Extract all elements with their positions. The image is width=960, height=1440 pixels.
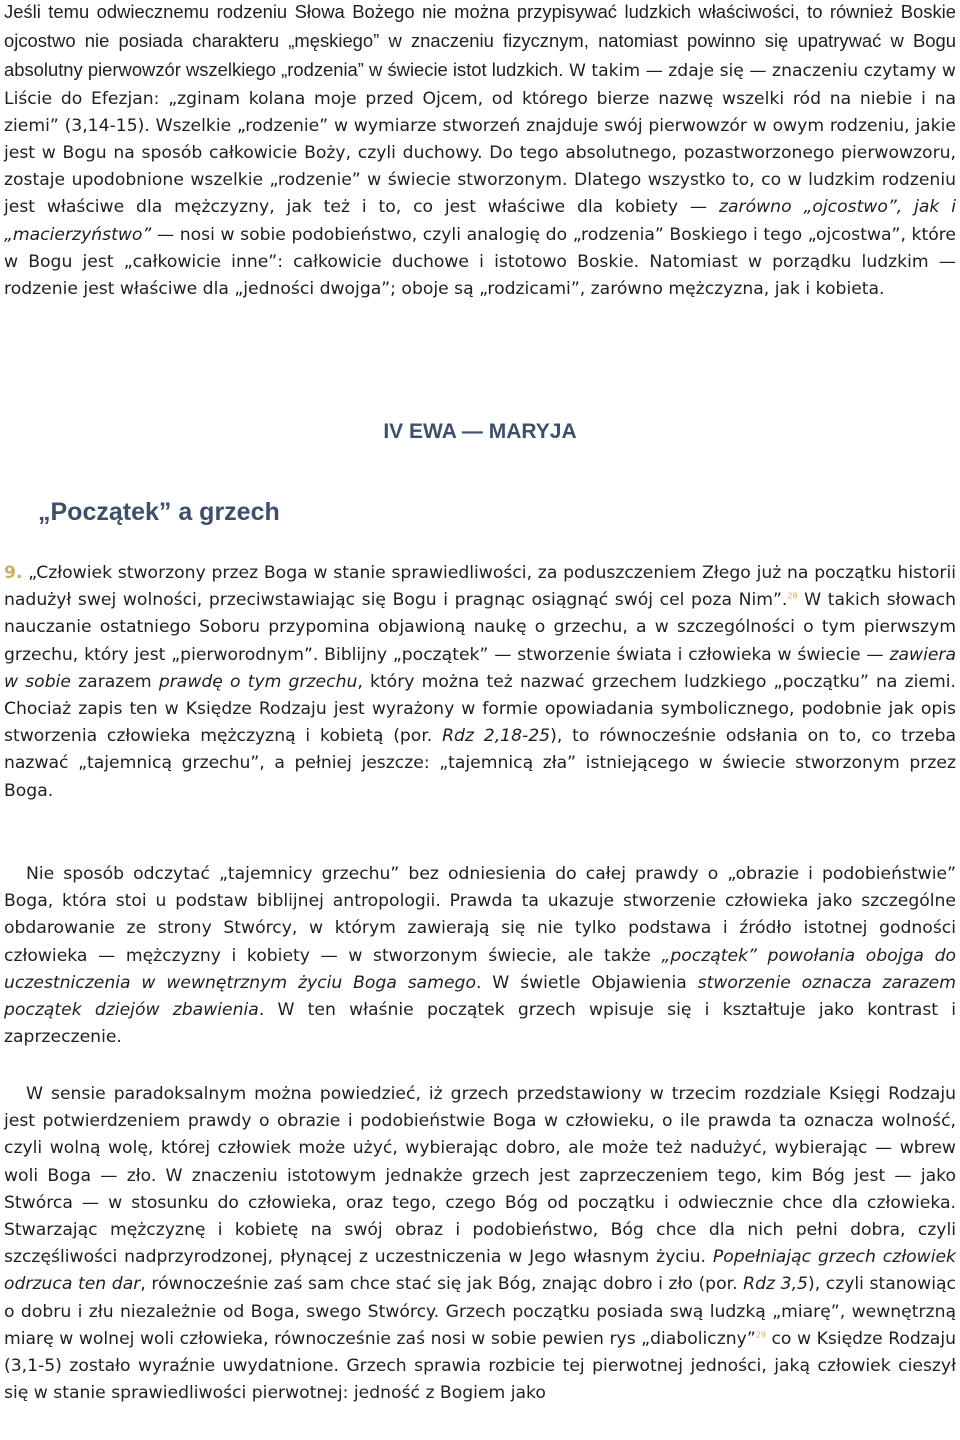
sentence: Nie sposób odczytać „tajemnicy grzechu” bez odniesienia do całej prawdy o „obrazie i podobieństwie” Boga, która stoi u podstaw biblijnej antropologii. Prawda ta ukazuje stworzenie człowieka jako szczególne obdarowanie ze strony Stwórcy, w którym zawierają się nie tylko podstawa i źródło istotnej godności człowieka — mężczyzny i kobiety — w stworzonym świecie, ale także [4, 864, 956, 966]
sentence: zarazem [78, 671, 152, 692]
footnote-ref[interactable]: 28 [787, 591, 798, 601]
sentence: — nosi w sobie podobieństwo, czyli analogię do „rodzenia” Boskiego i tego „ojcostwa”, które w Bogu jest „całkowicie inne”: całkowicie duchowe i istotowo Boskie. Natomiast w porządku ludzkim — rodzenie jest właściwe dla „jedności dwojga”; oboje są „rodzicami”, zarówno mężczyzna, jak i kobieta. [4, 224, 956, 300]
emphasis: zawiera w sobie [4, 644, 957, 692]
paragraph-number: 9. [4, 563, 23, 583]
footnote-ref[interactable]: 29 [755, 1330, 766, 1340]
paragraph-9 [4, 560, 956, 805]
sentence: ), czyli stanowiąc o dobru i złu niezależnie od Boga, swego Stwórcy. Grzech początku posiada swą ludzką „miarę”, wewnętrzną miarę w wolnej woli człowieka, równocześnie zaś nosi w sobie pewien rys „diaboliczny” [4, 1274, 956, 1349]
paragraph-mystery-of-sin [4, 861, 956, 1051]
bible-reference: Rdz 3,5 [743, 1274, 808, 1295]
emphasis: stworzenie oznacza zarazem początek dziejów zbawienia [4, 972, 956, 1021]
bible-reference: Rdz 2,18-25 [442, 726, 551, 747]
sentence: . W ten właśnie początek grzech wpisuje się i kształtuje jako kontrast i zaprzeczenie. [4, 1000, 956, 1048]
sentence: Jeśli temu odwiecznemu rodzeniu Słowa Bożego nie można przypisywać ludzkich właściwości, to również Boskie ojcostwo nie posiada charakteru „męskiego” w znaczeniu fizycznym, natomiast powinno się upatrywać w Bogu absolutny pierwowzór wszelkiego „rodzenia” w świecie istot ludzkich. [4, 1, 956, 81]
section-title: „Początek” a grzech [38, 498, 280, 526]
sentence: . W świetle Objawienia [475, 972, 687, 993]
sentence: , który można też nazwać grzechem ludzkiego „początku” na ziemi. Chociaż zapis ten w Księdze Rodzaju jest wyrażony w formie opowiadania symbolicznego, podobnie jak opis stworzenia człowieka mężczyzną i kobietą (por. [4, 671, 956, 747]
sentence: W takich słowach nauczanie ostatniego Soboru przypomina objawioną naukę o grzechu, a w szczególności o tym pierwszym grzechu, który jest „pierworodnym”. Biblijny „początek” — stworzenie świata i człowieka w świecie — [4, 590, 957, 665]
sentence: ), to równocześnie odsłania on to, co trzeba nazwać „tajemnicą grzechu”, a pełniej jeszcze: „tajemnicą zła” istniejącego w świecie stworzonym przez Boga. [4, 726, 957, 801]
emphasis: „początek” powołania obojga do uczestniczenia w wewnętrznym życiu Boga samego [4, 945, 956, 993]
quote: „Człowiek stworzony przez Boga w stanie sprawiedliwości, za poduszczeniem Złego już na początku historii nadużył swej wolności, przeciwstawiając się Bogu i pragnąc osiągnąć swój cel poza Nim”. [4, 563, 956, 611]
emphasis: prawdę o tym grzechu [158, 671, 358, 692]
paragraph-paradox [4, 1081, 956, 1407]
sentence: co w Księdze Rodzaju (3,1-5) zostało wyraźnie uwydatnione. Grzech sprawia rozbicie tej pierwotnej jedności, jaką człowiek cieszył się w stanie sprawiedliwości pierwotnej: jedność z Bogiem jako [4, 1328, 957, 1404]
sentence: W sensie paradoksalnym można powiedzieć, iż grzech przedstawiony w trzecim rozdziale Księgi Rodzaju jest potwierdzeniem prawdy o obrazie i podobieństwie Boga w człowieku, o ile prawda ta oznacza wolność, czyli wolną wolę, której człowiek może użyć, wybierając dobro, ale może też nadużyć, wybierając — wbrew woli Boga — zło. W znaczeniu istotowym jednakże grzech jest zaprzeczeniem tego, kim Bóg jest — jako Stwórca — w stosunku do człowieka, oraz tego, czego Bóg od początku i odwiecznie chce dla człowieka. Stwarzając mężczyznę i kobietę na swój obraz i podobieństwo, Bóg chce dla nich pełni dobra, czyli szczęśliwości nadprzyrodzonej, płynącej z uczestniczenia w Jego własnym życiu. [4, 1084, 956, 1268]
sentence: , równocześnie zaś sam chce stać się jak Bóg, znając dobro i zło (por. [140, 1274, 738, 1295]
sentence: W takim — zdaje się — znaczeniu czytamy w Liście do Efezjan: „zginam kolana moje przed Ojcem, od którego bierze nazwę wszelki ród na niebie i na ziemi” (3,14-15). Wszelkie „rodzenie” w wymiarze stworzeń znajduje swój pierwowzór w owym rodzeniu, jakie jest w Bogu na sposób całkowicie Boży, czyli duchowy. Do tego absolutnego, pozastworzonego pierwowzoru, zostaje upodobnione wszelkie „rodzenie” w świecie stworzonym. [4, 61, 956, 191]
sentence: Dlatego wszystko to, co w ludzkim rodzeniu jest właściwe dla mężczyzny, jak też i to, co jest właściwe dla kobiety — [4, 170, 956, 218]
chapter-title: IV EWA — MARYJA [383, 420, 577, 443]
paragraph-fatherhood [4, 0, 956, 303]
emphasis: Popełniając grzech człowiek odrzuca ten dar [4, 1247, 957, 1295]
emphasis: zarówno „ojcostwo”, jak i „macierzyństwo” [4, 197, 957, 245]
